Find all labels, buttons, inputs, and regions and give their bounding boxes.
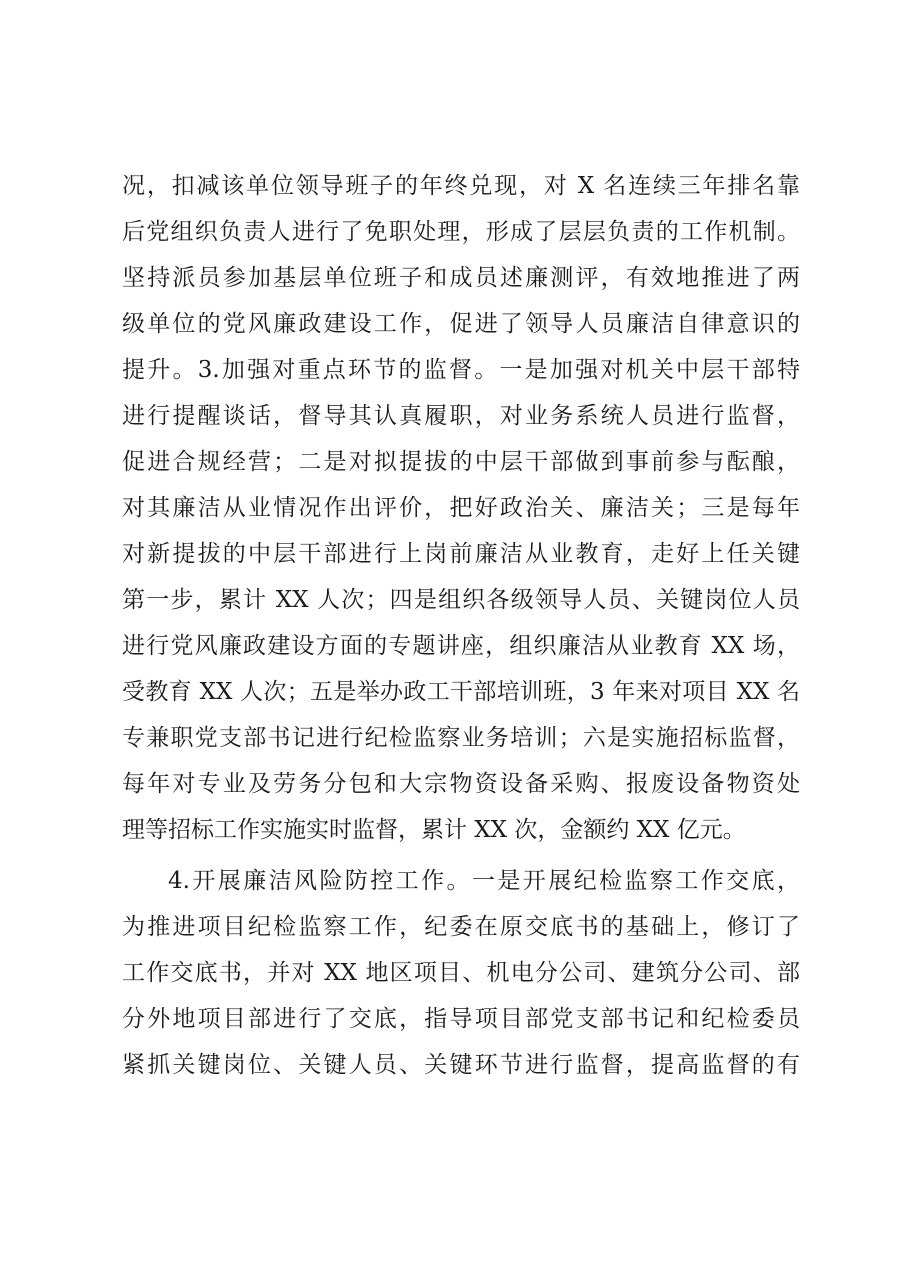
text-line: 每年对专业及劳务分包和大宗物资设备采购、报废设备物资处 — [122, 771, 800, 797]
text-line: 进行提醒谈话，督导其认真履职，对业务系统人员进行监督， — [122, 403, 800, 429]
paragraph-1 — [122, 163, 800, 853]
text-line: 况，扣减该单位领导班子的年终兑现，对 X 名连续三年排名靠 — [122, 173, 800, 199]
text-line: 对其廉洁从业情况作出评价，把好政治关、廉洁关；三是每年 — [122, 495, 800, 521]
text-line: 对新提拔的中层干部进行上岗前廉洁从业教育，走好上任关键 — [122, 541, 800, 567]
text-line: 理等招标工作实施实时监督，累计 XX 次，金额约 XX 亿元。 — [122, 817, 746, 843]
text-line: 专兼职党支部书记进行纪检监察业务培训；六是实施招标监督， — [122, 725, 800, 751]
text-line: 级单位的党风廉政建设工作，促进了领导人员廉洁自律意识的 — [122, 311, 800, 337]
text-line: 进行党风廉政建设方面的专题讲座，组织廉洁从业教育 XX 场， — [122, 633, 800, 659]
text-line: 受教育 XX 人次；五是举办政工干部培训班，3 年来对项目 XX 名 — [122, 679, 800, 705]
body-text — [122, 163, 800, 1088]
text-line: 坚持派员参加基层单位班子和成员述廉测评，有效地推进了两 — [122, 265, 800, 291]
text-line: 为推进项目纪检监察工作，纪委在原交底书的基础上，修订了 — [122, 914, 800, 940]
text-line: 提升。3.加强对重点环节的监督。一是加强对机关中层干部特 — [122, 357, 800, 383]
text-line: 分外地项目部进行了交底，指导项目部党支部书记和纪检委员 — [122, 1006, 800, 1032]
paragraph-2 — [122, 858, 800, 1088]
text-line: 4.开展廉洁风险防控工作。一是开展纪检监察工作交底， — [168, 868, 800, 894]
text-line: 促进合规经营；二是对拟提拔的中层干部做到事前参与酝酿， — [122, 449, 800, 475]
text-line: 紧抓关键岗位、关键人员、关键环节进行监督，提高监督的有 — [122, 1052, 800, 1078]
text-line: 后党组织负责人进行了免职处理，形成了层层负责的工作机制。 — [122, 219, 800, 245]
text-line: 工作交底书，并对 XX 地区项目、机电分公司、建筑分公司、部 — [122, 960, 800, 986]
text-line: 第一步，累计 XX 人次；四是组织各级领导人员、关键岗位人员 — [122, 587, 800, 613]
